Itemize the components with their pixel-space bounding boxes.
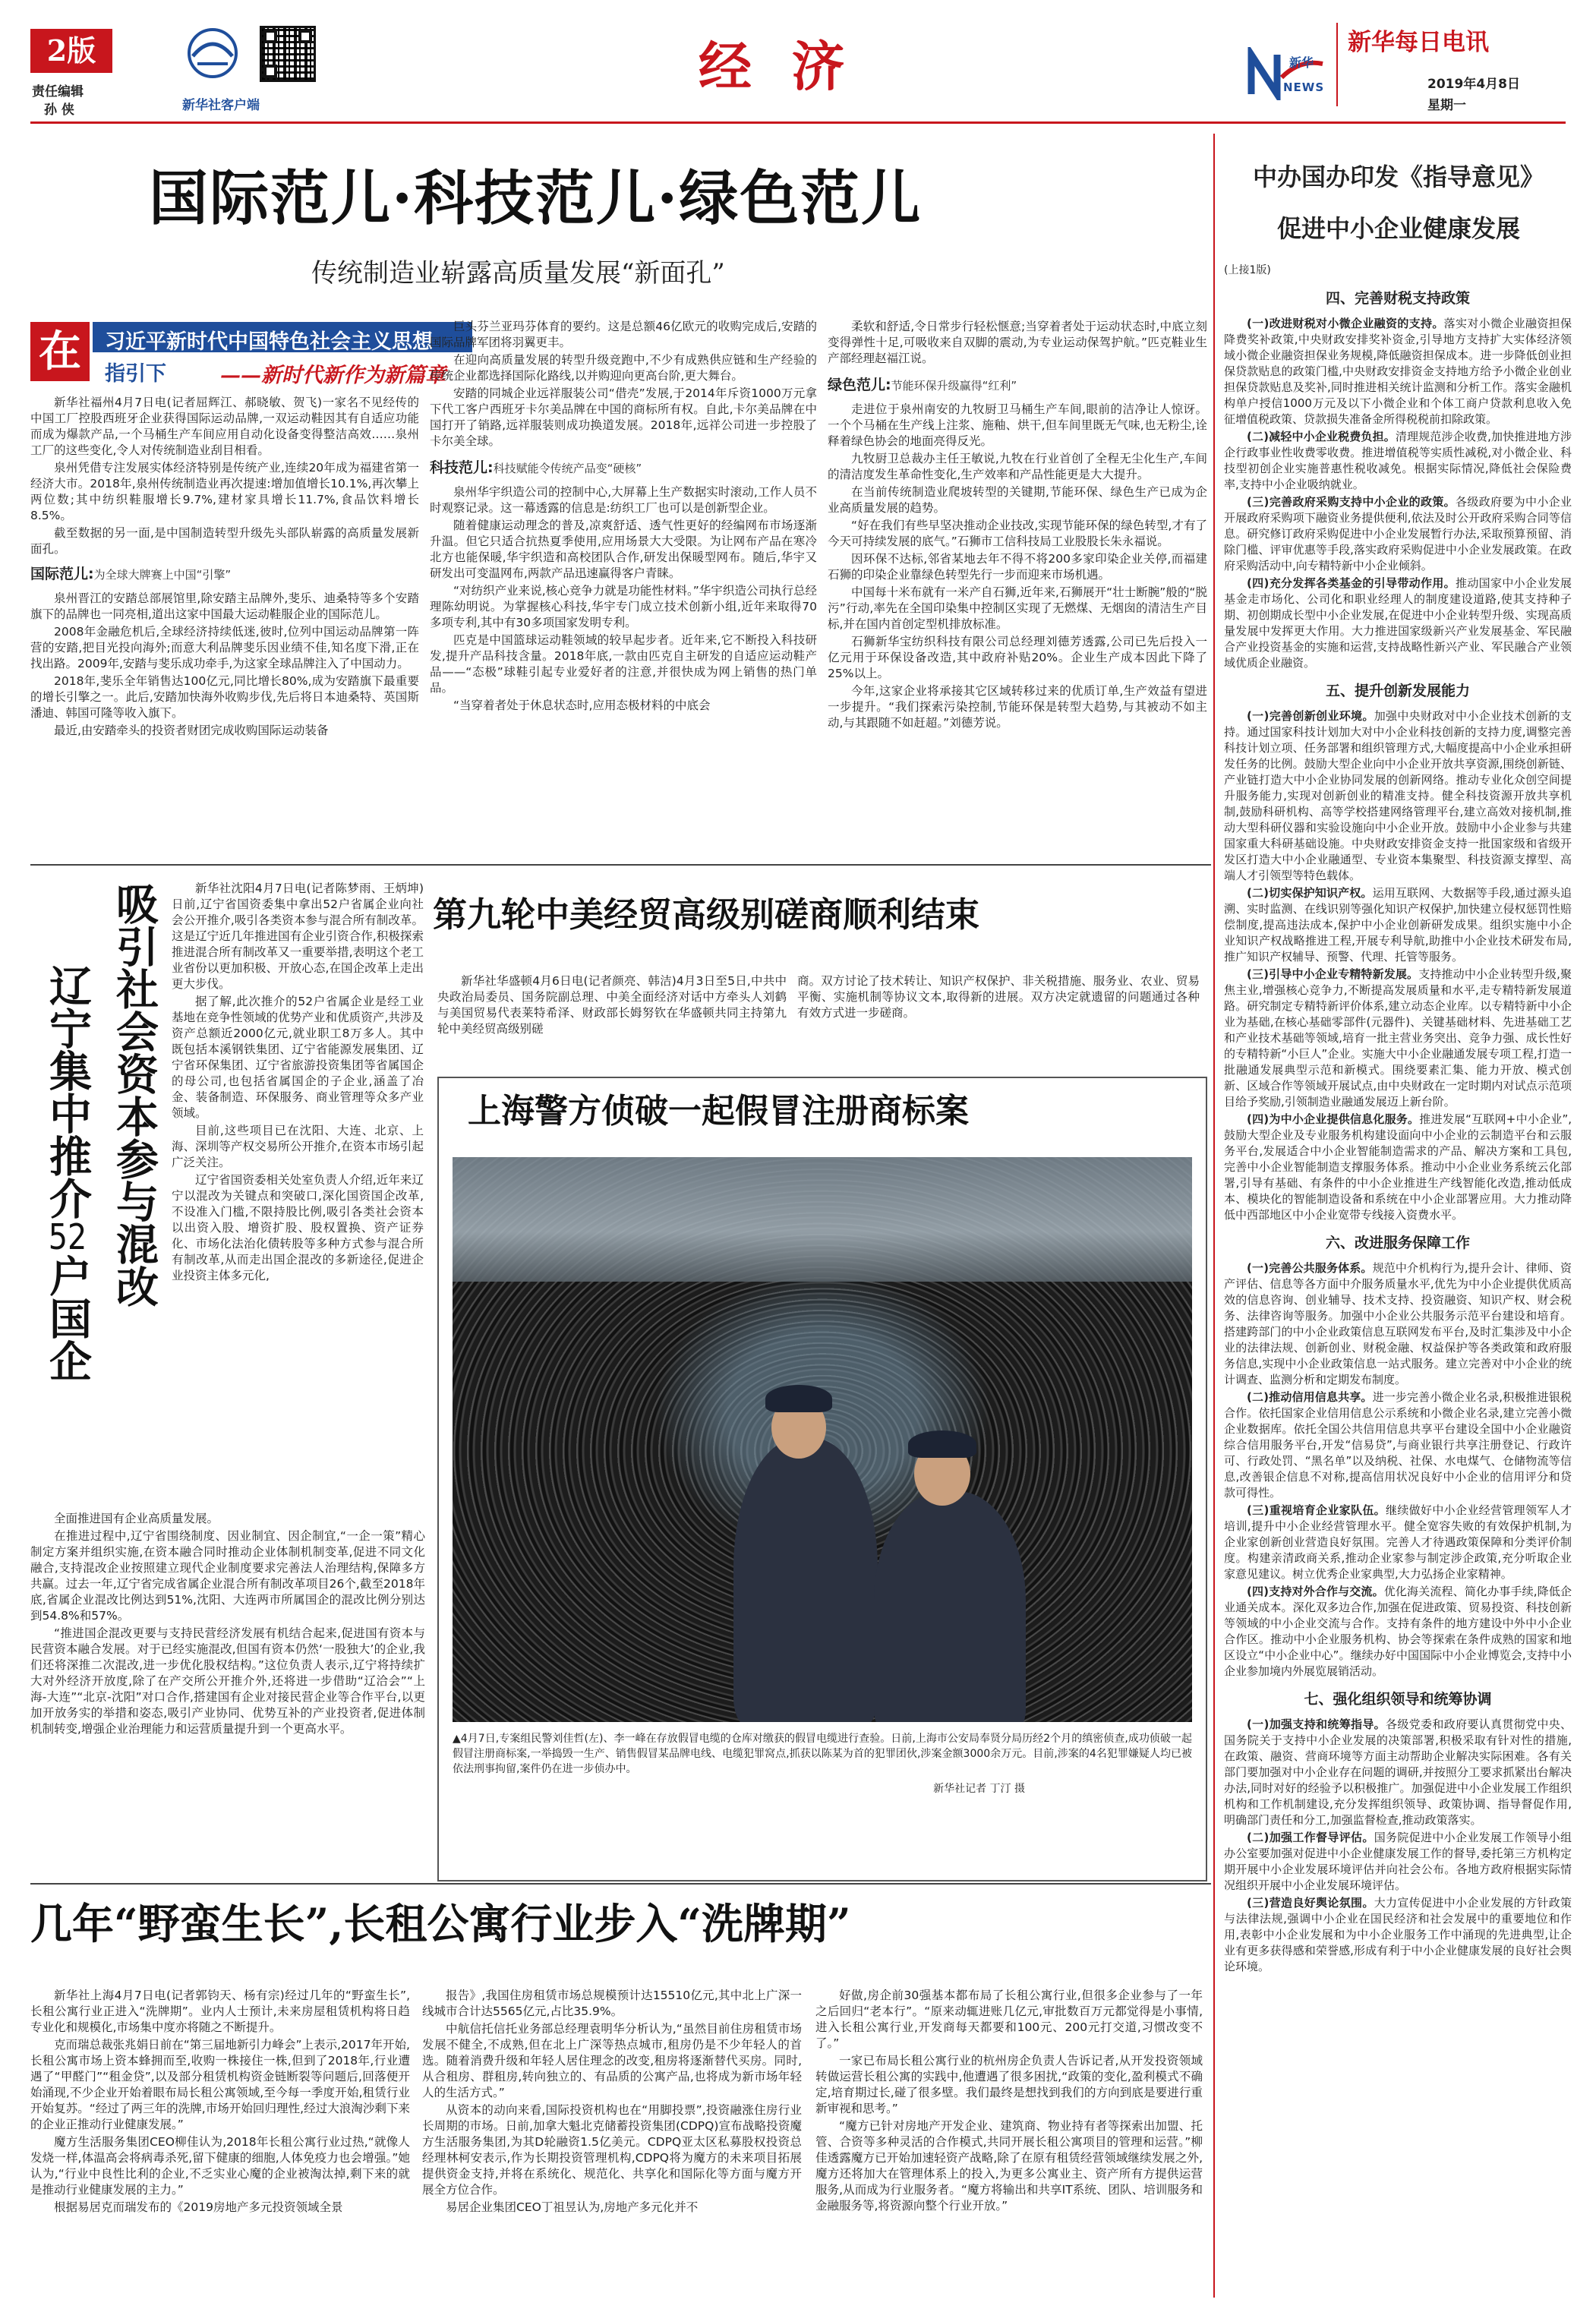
apartments-paragraph: 从资本的动向来看,国际投资机构也在“用脚投票”,投资融涨住房行业长周期的市场。日前,加拿大魁北克储蓄投资集团(CDPQ)宣布战略投资魔方生活服务集团,为其D轮融资1.5亿美元。CDPQ亚太区私募股权投资总经理林柯安表示,作为长期投资管理机构,CDPQ将为魔方的未来项目拓展提供资金支持,并将在系统化、规范化、共享化和国际化等方面与魔方开展全方位合作。: [422, 2103, 802, 2197]
sme-item-text: 国务院促进中小企业发展工作领导小组办公室要加强对促进中小企业健康发展工作的督导,委托第三方机构定期开展中小企业发展环境评估并向社会公布。各地方政府根据实际情况组织开展中小企业发展环境评估。: [1224, 1831, 1572, 1892]
sme-item-text: 进一步完善小微企业名录,积极推进银税合作。依托国家企业信用信息公示系统和小微企业名录,建立完善小微企业数据库。依托全国公共信用信息共享平台建设全国中小企业融资综合信用服务平台,开发“信易贷”,与商业银行共享注册登记、行政许可、行政处罚、“黑名单”以及纳税、社保、水电煤气、仓储物流等信息,改善银企信息不对称,提高信用状况良好中小企业的信用评分和贷款可得性。: [1224, 1390, 1572, 1500]
sme-item-title: (三)引导中小企业专精特新发展。: [1247, 967, 1419, 981]
lead-subhead: 传统制造业崭露高质量发展“新面孔”: [311, 258, 725, 289]
lead-sub2: 科技范儿:: [430, 459, 494, 476]
apartments-headline: 几年“野蛮生长”,长租公寓行业步入“洗牌期”: [30, 1899, 851, 1948]
sme-section-heading: 五、提升创新发展能力: [1325, 683, 1470, 699]
apartments-paragraph: “魔方已针对房地产开发企业、建筑商、物业持有者等探索出加盟、托管、合资等多种灵活的合作模式,共同开展长租公寓项目的管理和运营。”柳佳透露魔方已开始加速轻资产战略,除了在原有租赁经营领域继续发展之外,魔方还将加大在管理体系上的投入,为更多公寓业主、资产所有方提供运营服务,从而成为行业服务者。“魔方将输出和共享IT系统、团队、培训服务和金融服务等,将资源向整个行业开放。”: [815, 2119, 1203, 2213]
sme-item-text: 大力宣传促进中小企业发展的方针政策与法律法规,强调中小企业在国民经济和社会发展中的重要地位和作用,表彰中小企业发展和为中小企业服务工作中涌现的先进典型,让企业有更多获得感和荣誉感,形成有利于中小企业健康发展的良好社会舆论环境。: [1224, 1896, 1572, 1973]
lead-paragraph: 截至数据的另一面,是中国制造转型升级先头部队崭露的高质量发展新面孔。: [30, 526, 419, 556]
page-number: 2版: [46, 33, 96, 68]
sme-item: [1224, 494, 1572, 574]
liaoning-paragraph: 全面推进国有企业高质量发展。: [54, 1512, 219, 1525]
sme-item-text: 落实对小微企业融资担保降费奖补政策,中央财政安排奖补资金,引导地方支持扩大实体经济领域小微企业融资担保业务规模,降低融资担保成本。进一步降低创业担保贷款贴息的政策门槛,中央财政安排资金支持地方给予小微企业创业担保贷款贴息及奖补,同时推进相关统计监测和分析工作。落实金融机构单户授信1000万元及以下小微企业和个体工商户贷款利息收入免征增值税政策、贷款损失准备金所得税税前扣除政策。: [1224, 317, 1572, 426]
banner-char: 在: [30, 322, 90, 381]
lead-sub1-deck: 为全球大牌赛上中国“引擎”: [93, 568, 232, 582]
sme-section-heading: 六、改进服务保障工作: [1325, 1235, 1470, 1251]
qr-finder-icon: [298, 30, 312, 43]
apartments-paragraph: 新华社上海4月7日电(记者郭钧天、杨有宗)经过几年的“野蛮生长”,长租公寓行业正进入“洗牌期”。业内人士预计,未来房屋租赁机构将日趋专业化和规模化,市场集中度亦将随之不断提升。: [30, 1989, 410, 2034]
lead-paragraph: 最近,由安踏牵头的投资者财团完成收购国际运动装备: [54, 724, 329, 737]
liaoning-paragraph: 新华社沈阳4月7日电(记者陈梦雨、王炳坤)日前,辽宁省国资委集中拿出52户省属企业向社会公开推介,吸引各类资本参与混合所有制改革。这是辽宁近几年推进国有企业引资合作,积极探索推进混合所有制改革又一重要举措,表明这个老工业省份以更加积极、开放心态,在国企改革上走出更大步伐。: [172, 882, 424, 991]
lead-sub3: 绿色范儿:: [828, 377, 891, 393]
qr-code[interactable]: [260, 26, 316, 82]
sme-item: [1224, 1895, 1572, 1975]
liaoning-headline: [30, 964, 91, 1382]
sme-item-title: (二)加强工作督导评估。: [1247, 1831, 1374, 1844]
sme-item: [1224, 576, 1572, 671]
sme-item: [1224, 1389, 1572, 1501]
news-logo: [1247, 47, 1327, 100]
banner-line2: 指引下: [105, 362, 166, 386]
sme-item-text: 继续做好中小企业经营管理领军人才培训,提升中小企业经营管理水平。健全宽容失败的有效保护机制,为企业家创新创业营造良好氛围。完善人才待遇政策保障和分类评价制度。构建亲清政商关系,推动企业家参与制定涉企政策,充分听取企业家意见建议。树立优秀企业家典型,大力弘扬企业家精神。: [1224, 1503, 1572, 1581]
liaoning-paragraph: 据了解,此次推介的52户省属企业是经工业基地在竞争性领域的优势产业和优质资产,共涉及资产总额近2000亿元,就业职工8万多人。其中既包括本溪钢铁集团、辽宁省能源发展集团、辽宁省环保集团、辽宁省旅游投资集团等省属国企的母公司,也包括省属国企的子企业,涵盖了冶金、装备制造、环保服务、商业管理等众多产业领域。: [172, 995, 424, 1120]
lead-paragraph: 匹克是中国篮球运动鞋领域的较早起步者。近年来,它不断投入科技研发,提升产品科技含量。2018年底,一款由匹克自主研发的自适应运动鞋产品——“态极”球鞋引起专业爱好者的注意,并很快成为网上销售的热门单品。: [430, 633, 817, 695]
sme-item-title: (一)加强支持和统筹指导。: [1247, 1717, 1386, 1731]
lead-paragraph: 2008年金融危机后,全球经济持续低迷,彼时,位列中国运动品牌第一阵营的安踏,把目光投向海外;而意大利品牌斐乐因业绩不佳,知名度下滑,正在找出路。2009年,安踏与斐乐成功牵手,为这家全球品牌注入了中国动力。: [30, 625, 419, 670]
apartments-col-2: [422, 1988, 802, 2299]
date: 2019年4月8日: [1427, 77, 1520, 92]
sme-item-title: (二)推动信用信息共享。: [1247, 1390, 1373, 1404]
trademark-headline: 上海警方侦破一起假冒注册商标案: [468, 1092, 969, 1131]
lead-paragraph: 巨头芬兰亚玛芬体育的要约。这是总额46亿欧元的收购完成后,安踏的国际品牌军团将羽翼更丰。: [430, 320, 817, 349]
liaoning-headline-2: 吸引社会资本参与混改: [109, 882, 159, 1307]
sme-item-text: 支持推动中小企业转型升级,聚焦主业,增强核心竞争力,不断提高发展质量和水平,走专精特新发展道路。研究制定专精特新评价体系,建立动态企业库。以专精特新中小企业为基础,在核心基础零部件(元器件)、关键基础材料、先进基础工艺和产业技术基础等领域,培育一批主营业务突出、竞争力强、成长性好的专精特新“小巨人”企业。实施大中小企业融通发展专项工程,打造一批融通发展典型示范和新模式。围绕要素汇集、能力开放、模式创新、区域合作等领域开展试点,由中央财政在一定时期内对试点示范项目给予奖励,引领制造业融通发展迈上新台阶。: [1224, 967, 1572, 1109]
weekday: 星期一: [1427, 98, 1466, 113]
lead-paragraph: 新华社福州4月7日电(记者屈辉江、郝晓敏、贺飞)一家名不见经传的中国工厂控股西班牙企业获得国际运动品牌,一双运动鞋因其有自适应功能而成为爆款产品,一个马桶生产车间应用自动化设备变得整洁高效……泉州工厂的这些变化,令人对传统制造业刮目相看。: [30, 396, 419, 457]
apartments-paragraph: 报告》,我国住房租赁市场总规模预计达15510亿元,其中北上广深一线城市合计达5565亿元,占比35.9%。: [422, 1989, 802, 2018]
officer-right-cap: [908, 1430, 976, 1458]
lead-paragraph: 九牧厨卫总裁办主任王敏说,九牧在行业首创了全程无尘化生产,车间的清洁度发生革命性变化,生产效率和产品性能更是大大提升。: [828, 452, 1207, 481]
liaoning-headline-a: 辽宁集中推介: [43, 964, 93, 1219]
masthead-divider: [1336, 23, 1338, 106]
officer-left-cap: [765, 1385, 832, 1412]
lead-paragraph: 今年,这家企业将承接其它区域转移过来的优质订单,生产效益有望进一步提升。“我们探索污染控制,节能环保是转型大趋势,与其被动不如主动,与其跟随不如赶超。”刘德芳说。: [828, 684, 1207, 730]
trademark-caption: [453, 1731, 1192, 1796]
xinhua-logo-icon: [175, 26, 251, 80]
officer-left: [733, 1438, 878, 1722]
liaoning-col-wide: [30, 1511, 425, 1868]
liaoning-paragraph: “推进国企混改更要与支持民营经济发展有机结合起来,促进国有资本与民营资本融合发展。对于已经实施混改,但国有资本仍然‘一股独大’的企业,我们还将深推二次混改,进一步优化股权结构。”这位负责人表示,辽宁将持续扩大对外经济开放度,除了在产交所公开推介外,还将进一步借助“辽洽会”“上海-大连”“北京-沈阳”对口合作,搭建国有企业对接民营企业等合作平台,以更加开放务实的举措和姿态,吸引产业协同、优势互补的产业投资者,促进体制机制转变,增强企业治理能力和运营质量提升到一个更高水平。: [30, 1626, 425, 1736]
apartments-col-3: [815, 1988, 1203, 2299]
agency-caption: 新华社客户端: [182, 98, 260, 113]
lead-paragraph: “好在我们有些早坚决推动企业技改,实现节能环保的绿色转型,才有了今天可持续发展的底气。”石狮市工信科技局工业股股长朱永福说。: [828, 519, 1207, 548]
sme-item-title: (二)减轻中小企业税费负担。: [1247, 430, 1396, 443]
qr-finder-icon: [263, 65, 277, 78]
news-logo-text: NEWS: [1283, 80, 1325, 94]
lead-paragraph: 走进位于泉州南安的九牧厨卫马桶生产车间,眼前的洁净让人惊讶。一个个马桶在生产线上注浆、施釉、烘干,但车间里既无气味,也无粉尘,诠释着绿色协会的地面亮得反光。: [828, 402, 1207, 448]
lead-paragraph: 泉州华宇织造公司的控制中心,大屏幕上生产数据实时滚动,工作人员不时观察记录。这一幕透露的信息是:纺织工厂也可以是创新型企业。: [430, 485, 817, 515]
apartments-paragraph: 好做,房企前30强基本都布局了长租公寓行业,但很多企业参与了一年之后回归“老本行”。“原来动辄进账几亿元,审批数百万元都觉得是小事情,进入长租公寓行业,开发商每天都要和100元、200元打交道,习惯改变不了。”: [815, 1989, 1203, 2050]
section-title: 经 济: [699, 35, 856, 98]
lead-paragraph: 安踏的同城企业远祥服装公司“借壳”发展,于2014年斥资1000万元拿下代工客户西班牙卡尔美品牌在中国的商标所有权。自此,卡尔美品牌在中国打开了销路,远祥服装则成功换道发展。2018年,远祥公司进一步控股了卡尔美全球。: [430, 386, 817, 448]
sme-item: [1224, 967, 1572, 1110]
lead-paragraph: “当穿着者处于休息状态时,应用态极材料的中底会: [453, 699, 711, 712]
liaoning-paragraph: 目前,这些项目已在沈阳、大连、北京、上海、深圳等产权交易所公开推介,在资本市场引起广泛关注。: [172, 1124, 424, 1169]
warehouse-shelf: [453, 1157, 1192, 1282]
trade-body-a: 新华社华盛顿4月6日电(记者颜亮、韩洁)4月3日至5日,中共中央政治局委员、国务院副总理、中美全面经济对话中方牵头人刘鹤与美国贸易代表莱特希泽、财政部长姆努钦在华盛顿共同主持第九轮中美经贸高级别磋: [437, 974, 787, 1036]
paper-name: 新华每日电讯: [1348, 29, 1489, 56]
trademark-caption-text: ▲4月7日,专案组民警刘佳哲(左)、李一峰在存放假冒电缆的仓库对缴获的假冒电缆进行查验。日前,上海市公安局奉贤分局历经2个月的缜密侦查,成功侦破一起假冒注册商标案,一举捣毁一生产、销售假冒某品牌电线、电缆犯罪窝点,抓获以陈某为首的犯罪团伙,涉案金额3000余万元。目前,涉案的4名犯罪嫌疑人均已被依法刑事拘留,案件仍在进一步侦办中。: [453, 1733, 1192, 1775]
lead-paragraph: 因环保不达标,邻省某地去年不得不将200多家印染企业关停,而福建石狮的印染企业靠绿色转型先行一步而迎来市场机遇。: [828, 552, 1207, 582]
masthead-rule: [30, 121, 1566, 124]
sme-item-text: 加强中央财政对中小企业技术创新的支持。通过国家科技计划加大对中小企业科技创新的支持力度,调整完善科技计划立项、任务部署和组织管理方式,大幅度提高中小企业承担研发任务的比例。鼓励大型企业向中小企业开放共享资源,围绕创新链、产业链打造大中小企业协同发展的创新网络。推动专业化众创空间提升服务能力,实现对创新创业的精准支持。健全科技资源开放共享机制,鼓励科研机构、高等学校搭建网络管理平台,建立高效对接机制,推动大型科研仪器和实验设施向中小企业开放。鼓励中小企业参与共建国家重大科研基础设施。中央财政安排资金支持一批国家级和省级开发区打造大中小企业融通型、专业资本集聚型、科技资源支撑型、高端人才引领型等特色载体。: [1224, 709, 1572, 882]
photo-credit: 新华社记者 丁汀 摄: [933, 1783, 1025, 1795]
banner-slogan: ——新时代新作为新篇章: [220, 364, 446, 387]
sme-headline-1: 中办国办印发《指导意见》: [1252, 162, 1544, 191]
editor-label: 责任编辑: [32, 84, 84, 99]
trademark-photo: [453, 1157, 1192, 1722]
liaoning-headline-num: 52: [48, 1219, 87, 1254]
apartments-paragraph: 中航信托信托业务部总经理袁明华分析认为,“虽然目前住房租赁市场发展不健全,不成熟,但在北上广深等热点城市,租房仍是不少年轻人的首选。随着消费升级和年轻人居住理念的改变,租房将逐渐替代买房。同时,从合租房、群租房,转向独立的、有品质的公寓产品,也将成为新市场年轻人的生活方式。”: [422, 2022, 802, 2099]
sme-item: [1224, 708, 1572, 884]
sme-body: [1224, 263, 1572, 2298]
trade-body-b: 商。双方讨论了技术转让、知识产权保护、非关税措施、服务业、农业、贸易平衡、实施机制等协议文本,取得新的进展。双方决定就遗留的问题通过各种有效方式进一步磋商。: [797, 974, 1200, 1020]
lead-paragraph: 泉州凭借专注发展实体经济特别是传统产业,连续20年成为福建省第一经济大市。2018年,泉州传统制造业再次提速:增加值增长10.1%,再次攀上两位数;其中纺织鞋服增长9.7%,建材家具增长11.7%,食品饮料增长8.5%。: [30, 461, 419, 522]
lead-headline: 国际范儿·科技范儿·绿色范儿: [149, 164, 923, 233]
banner-line1: 习近平新时代中国特色社会主义思想: [105, 330, 433, 354]
liaoning-paragraph: 在推进过程中,辽宁省围绕制度、因业制宜、因企制宜,“一企一策”精心制定方案并组织实施,在资本融合同时推动企业体制机制变革,促进不同文化融合,支持混改企业按照建立现代企业制度要求完善法人治理结构,保障多方共赢。过去一年,辽宁省完成省属企业混合所有制改革项目26个,截至2018年底,省属企业混改比例达到51%,沈阳、大连两市所属国企的混改比例分别达到54.8%和57%。: [30, 1529, 425, 1623]
sme-item: [1224, 1717, 1572, 1828]
sme-item-text: 各级党委和政府要认真贯彻党中央、国务院关于支持中小企业发展的决策部署,积极采取有针对性的措施,在政策、融资、营商环境等方面主动帮助企业解决实际困难。各有关部门要加强对中小企业存在问题的调研,并按照分工要求抓紧出台解决办法,同时对好的经验予以积极推广。加强促进中小企业发展工作组织机构和工作机制建设,充分发挥组织领导、政策协调、指导督促作用,明确部门责任和分工,加强监督检查,推动政策落实。: [1224, 1717, 1572, 1827]
qr-finder-icon: [263, 30, 277, 43]
lead-paragraph: 泉州晋江的安踏总部展馆里,除安踏主品牌外,斐乐、迪桑特等多个安踏旗下的品牌也一同亮相,道出这家中国最大运动鞋服企业的国际范儿。: [30, 591, 419, 621]
sme-item-title: (三)重视培育企业家队伍。: [1247, 1503, 1386, 1517]
sme-item: [1224, 429, 1572, 493]
sme-item-title: (二)切实保护知识产权。: [1247, 886, 1373, 900]
lead-paragraph: 随着健康运动理念的普及,凉爽舒适、透气性更好的经编网布市场逐渐升温。但它只适合抗热夏季使用,应用场景大大受限。为让网布产品在寒冷北方也能保暖,华宇织造和高校团队合作,研发出保暖型网布。随后,华宇又研发出可变温网布,两款产品迅速赢得客户青睐。: [430, 519, 817, 580]
sme-item-text: 运用互联网、大数据等手段,通过源头追溯、实时监测、在线识别等强化知识产权保护,加快建立侵权惩罚性赔偿制度,提高违法成本,保护中小企业创新研发成果。组织实施中小企业知识产权战略推进工程,开展专利导航,助推中小企业技术研发布局,推广知识产权辅导、预警、代理、托管等服务。: [1224, 886, 1572, 964]
sme-item-text: 推进发展“互联网+中小企业”,鼓励大型企业及专业服务机构建设面向中小企业的云制造平台和云服务平台,发展适合中小企业智能制造需求的产品、解决方案和工具包,完善中小企业智能制造支撑服务体系。推动中小企业业务系统云化部署,引导有基础、有条件的中小企业推进生产线智能化改造,推动低成本、模块化的智能制造设备和系统在中小企业部署应用。大力推动降低中西部地区中小企业宽带专线接入资费水平。: [1224, 1112, 1572, 1222]
lead-paragraph: 中国每十米布就有一米产自石狮,近年来,石狮展开“壮士断腕”般的“脱污”行动,率先在全国印染集中控制区实现了无燃煤、无烟囱的清洁生产目标,并在国内首创定型机排放标准。: [828, 585, 1207, 631]
officer-right: [874, 1491, 1026, 1722]
sme-section-heading: 四、完善财税支持政策: [1325, 290, 1470, 307]
lead-sub1: 国际范儿:: [30, 566, 94, 582]
sme-item-title: (四)支持对外合作与交流。: [1247, 1585, 1384, 1598]
apartments-col-1: [30, 1988, 410, 2299]
liaoning-col-narrow: [172, 881, 424, 1508]
lead-paragraph: 石狮新华宝纺织科技有限公司总经理刘德芳透露,公司已先后投入一亿元用于环保设备改造,其中政府补贴20%。企业生产成本因此下降了25%以上。: [828, 635, 1207, 680]
sme-jump: (上接1版): [1224, 264, 1271, 276]
lead-paragraph: 在当前传统制造业爬坡转型的关键期,节能环保、绿色生产已成为企业高质量发展的趋势。: [828, 485, 1207, 515]
sme-headline-2: 促进中小企业健康发展: [1276, 214, 1520, 243]
sme-item: [1224, 1503, 1572, 1582]
sme-item-title: (一)改进财税对小微企业融资的支持。: [1247, 317, 1444, 330]
lead-paragraph: 在迎向高质量发展的转型升级竞跑中,不少有成熟供应链和生产经验的传统企业都选择国际化路线,以并购迎向更高台阶,更大舞台。: [430, 353, 817, 383]
editor-name: 孙 侠: [44, 103, 74, 118]
sme-item: [1224, 885, 1572, 965]
sme-item-title: (四)为中小企业提供信息化服务。: [1247, 1112, 1420, 1126]
sme-item-title: (三)营造良好舆论氛围。: [1247, 1896, 1374, 1910]
page-number-block: [30, 29, 112, 73]
lead-paragraph: “对纺织产业来说,核心竞争力就是功能性材料。”华宇织造公司执行总经理陈幼明说。为掌握核心科技,华宇专门成立技术创新小组,近年来取得70多项专利,其中有30多项国家发明专利。: [430, 584, 817, 629]
sme-item-title: (一)完善创新创业环境。: [1247, 709, 1374, 723]
sme-item: [1224, 1584, 1572, 1680]
lead-sub2-deck: 科技赋能令传统产品变“硬核”: [493, 462, 642, 475]
sme-item-text: 规范中介机构行为,提升会计、律师、资产评估、信息等各方面中介服务质量水平,优先为中小企业提供优质高效的信息咨询、创业辅导、技术支持、投资融资、知识产权、财会税务、法律咨询等服务。加强中小企业公共服务示范平台建设和培育。搭建跨部门的中小企业政策信息互联网发布平台,及时汇集涉及中小企业的法律法规、创新创业、财税金融、权益保护等各类政策和政府服务信息,实现中小企业政策信息一站式服务。建立完善对中小企业的统计调查、监测分析和定期发布制度。: [1224, 1261, 1572, 1386]
liaoning-paragraph: 辽宁省国资委相关处室负责人介绍,近年来辽宁以混改为关键点和突破口,深化国资国企改革,不设准入门槛,不限持股比例,吸引各类社会资本以出资入股、增资扩股、股权置换、资产证券化、市场化法治化债转股等多种方式参与混合所有制改革,从而走出国企混改的多新途径,促进企业投资主体多元化,: [172, 1173, 424, 1282]
xinhua-logo: [175, 26, 251, 80]
sme-item-text: 各级政府要为中小企业开展政府采购项下融资业务提供便利,依法及时公开政府采购合同等信息。研究修订政府采购促进中小企业发展暂行办法,采取预算预留、消除门槛、评审优惠等手段,落实政府采购促进中小企业发展政策。在政府采购活动中,向专精特新中小企业倾斜。: [1224, 495, 1572, 572]
trade-headline: 第九轮中美经贸高级别磋商顺利结束: [433, 894, 980, 935]
lead-bottom-rule: [30, 864, 1211, 866]
apartments-paragraph: 易居企业集团CEO丁祖昱认为,房地产多元化并不: [446, 2200, 699, 2214]
apartments-paragraph: 魔方生活服务集团CEO柳佳认为,2018年长租公寓行业过热,“就像人发烧一样,体温高会将病毒杀死,留下健康的细胞,人体免疫力也会增强。”她认为,“行业中良性比利的企业,不乏实业心魔的企业被淘汰掉,剩下来的就是推动行业健康发展的主力。”: [30, 2135, 410, 2197]
trade-col-b: [797, 973, 1200, 1072]
sme-item-title: (一)完善公共服务体系。: [1247, 1261, 1373, 1275]
lead-col-3: [828, 319, 1207, 858]
sme-item: [1224, 1830, 1572, 1894]
apartments-paragraph: 一家已布局长租公寓行业的杭州房企负责人告诉记者,从开发投资领域转做运营长租公寓的实践中,他遭遇了很多困扰,“政策的变化,盈利模式不确定,培育期过长,碰了很多壁。我们最终是想找到我们的方向到底是要进行重新审视和思考。”: [815, 2054, 1203, 2115]
sme-item: [1224, 316, 1572, 427]
lead-paragraph: 2018年,斐乐全年销售达100亿元,同比增长80%,成为安踏旗下最重要的增长引擎之一。此后,安踏加快海外收购步伐,先后将日本迪桑特、英国斯潘迪、韩国可隆等收入旗下。: [30, 674, 419, 720]
apartments-paragraph: 根据易居克而瑞发布的《2019房地产多元投资领域全景: [54, 2200, 343, 2214]
sme-item-text: 推动国家中小企业发展基金走市场化、公司化和职业经理人的制度建设道路,使其支持种子期、初创期成长型中小企业发展,在促进中小企业转型升级、实现高质量发展中发挥更大作用。大力推进国家级新兴产业发展基金、军民融合产业投资基金的实施和运营,支持战略性新兴产业、军民融合产业领域优质企业融资。: [1224, 576, 1572, 670]
apartments-paragraph: 克而瑞总裁张兆娟日前在“第三届地新引力峰会”上表示,2017年开始,长租公寓市场上资本蜂拥而至,收购一株接住一株,但到了2018年,行业遭遇了“甲醛门”“租金贷”,以及部分租赁机构资金链断裂等问题后,回落便开始涌现,不少企业开始着眼布局长租公寓领域,至今每一季度开始,租赁行业开始复苏。“经过了两三年的洗牌,市场开始回归理性,经过大浪淘沙剩下来的企业正推动行业健康发展。”: [30, 2038, 410, 2131]
right-column-rule: [1213, 134, 1215, 2298]
sme-section-heading: 七、强化组织领导和统筹协调: [1304, 1691, 1492, 1708]
news-logo-cn: 新华: [1289, 55, 1314, 70]
sme-item-title: (四)充分发挥各类基金的引导带动作用。: [1247, 576, 1456, 590]
sme-item: [1224, 1260, 1572, 1388]
masthead: [0, 0, 1596, 121]
mid-bottom-rule: [30, 1883, 1211, 1885]
sme-item-title: (三)完善政府采购支持中小企业的政策。: [1247, 495, 1456, 509]
lead-paragraph: 柔软和舒适,令日常步行轻松惬意;当穿着者处于运动状态时,中底立刻变得弹性十足,可吸收来自双脚的震动,为专业运动保驾护航。”匹克鞋业生产部经理赵福江说。: [828, 320, 1207, 365]
lead-col-1: [30, 395, 419, 858]
sme-item-text: 优化海关流程、简化办事手续,降低企业通关成本。深化双多边合作,加强在促进政策、贸易投资、科技创新等领域的中小企业交流与合作。支持有条件的地方建设中外中小企业合作区。推动中小企业服务机构、协会等探索在条件成熟的国家和地区设立“中小企业中心”。继续办好中国国际中小企业博览会,支持中小企业参加境内外展览展销活动。: [1224, 1585, 1572, 1678]
trade-col-a: [437, 973, 787, 1072]
liaoning-headline-b: 户国企: [43, 1254, 93, 1382]
lead-sub3-deck: 节能环保升级赢得“红利”: [891, 379, 1017, 393]
lead-col-2: [430, 319, 817, 858]
sme-item-text: 清理规范涉企收费,加快推进地方涉企行政事业性收费零收费。推进增值税等实质性减税,对小微企业、科技型初创企业实施普惠性税收减免。根据实际情况,降低社会保险费率,支持中小企业吸纳就业。: [1224, 430, 1572, 491]
sme-item: [1224, 1112, 1572, 1223]
